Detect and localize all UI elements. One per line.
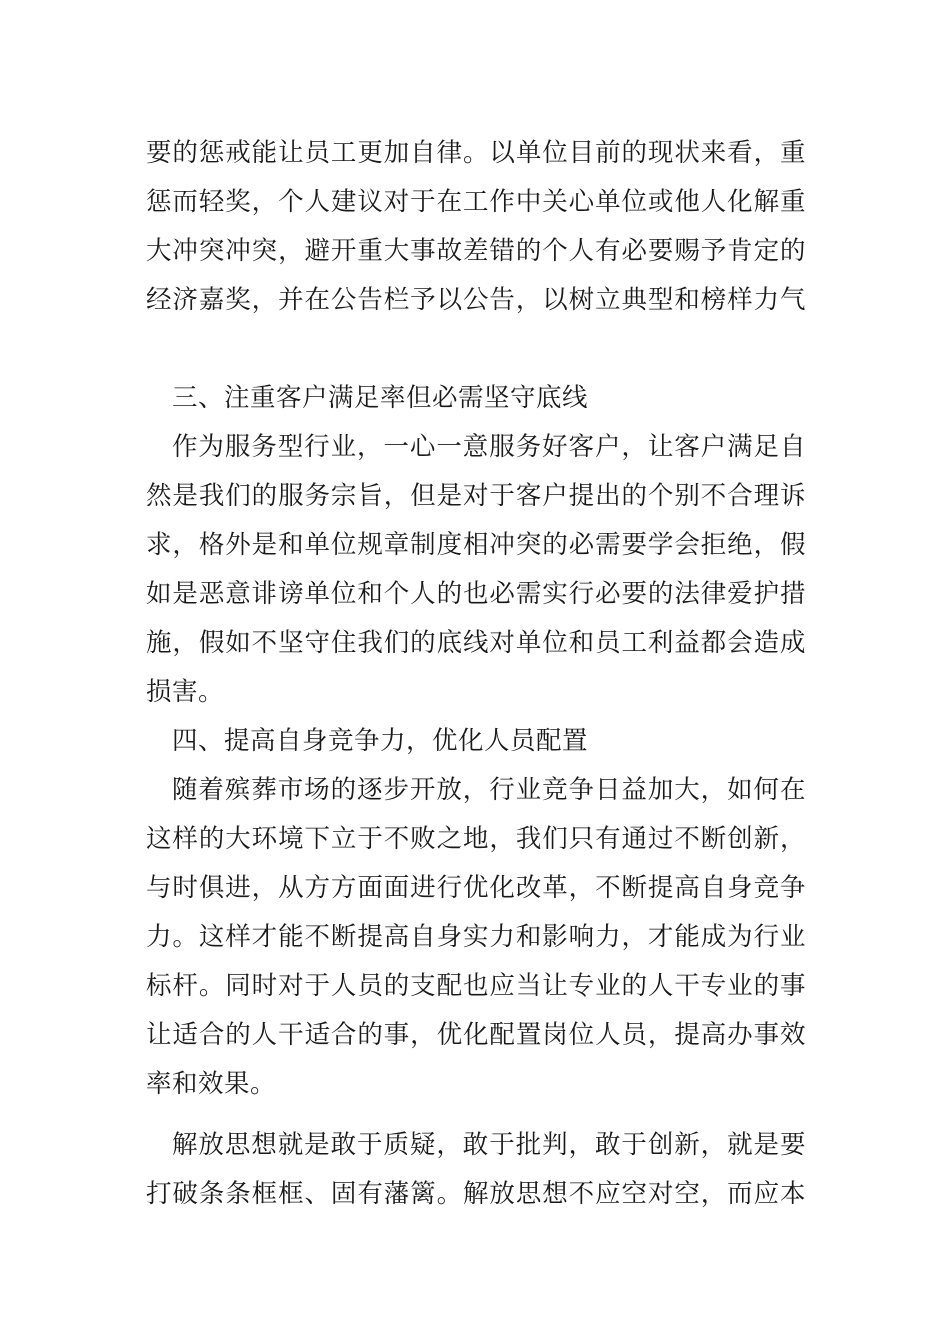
paragraph-line: 经济嘉奖，并在公告栏予以公告，以树立典型和榜样力气 [146, 285, 806, 315]
section-heading: 四、提高自身竞争力，优化人员配置 [172, 726, 589, 756]
section-heading: 三、注重客户满足率但必需坚守底线 [172, 383, 589, 413]
paragraph-line: 随着殡葬市场的逐步开放，行业竞争日益加大，如何在 [172, 775, 806, 805]
paragraph-line: 求，格外是和单位规章制度相冲突的必需要学会拒绝，假 [146, 530, 806, 560]
paragraph-line: 如是恶意诽谤单位和个人的也必需实行必要的法律爱护措 [146, 579, 806, 609]
paragraph-line: 力。这样才能不断提高自身实力和影响力，才能成为行业 [146, 922, 806, 952]
paragraph-line: 解放思想就是敢于质疑，敢于批判，敢于创新，就是要 [172, 1130, 806, 1160]
paragraph-line: 这样的大环境下立于不败之地，我们只有通过不断创新， [146, 824, 806, 854]
paragraph-line: 施，假如不坚守住我们的底线对单位和员工利益都会造成 [146, 628, 806, 658]
paragraph-line: 打破条条框框、固有藩篱。解放思想不应空对空，而应本 [146, 1179, 806, 1209]
paragraph-line: 惩而轻奖，个人建议对于在工作中关心单位或他人化解重 [146, 187, 806, 217]
paragraph-line: 率和效果。 [146, 1069, 277, 1099]
paragraph-line: 与时俱进，从方方面面进行优化改革，不断提高自身竞争 [146, 873, 806, 903]
paragraph-line: 损害。 [146, 677, 225, 707]
paragraph-line: 要的惩戒能让员工更加自律。以单位目前的现状来看，重 [146, 138, 806, 168]
paragraph-line: 然是我们的服务宗旨，但是对于客户提出的个别不合理诉 [146, 481, 806, 511]
paragraph-line: 标杆。同时对于人员的支配也应当让专业的人干专业的事 [146, 971, 806, 1001]
paragraph-line: 让适合的人干适合的事，优化配置岗位人员，提高办事效 [146, 1020, 806, 1050]
paragraph-line: 作为服务型行业，一心一意服务好客户，让客户满足自 [172, 432, 806, 462]
paragraph-line: 大冲突冲突，避开重大事故差错的个人有必要赐予肯定的 [146, 236, 806, 266]
